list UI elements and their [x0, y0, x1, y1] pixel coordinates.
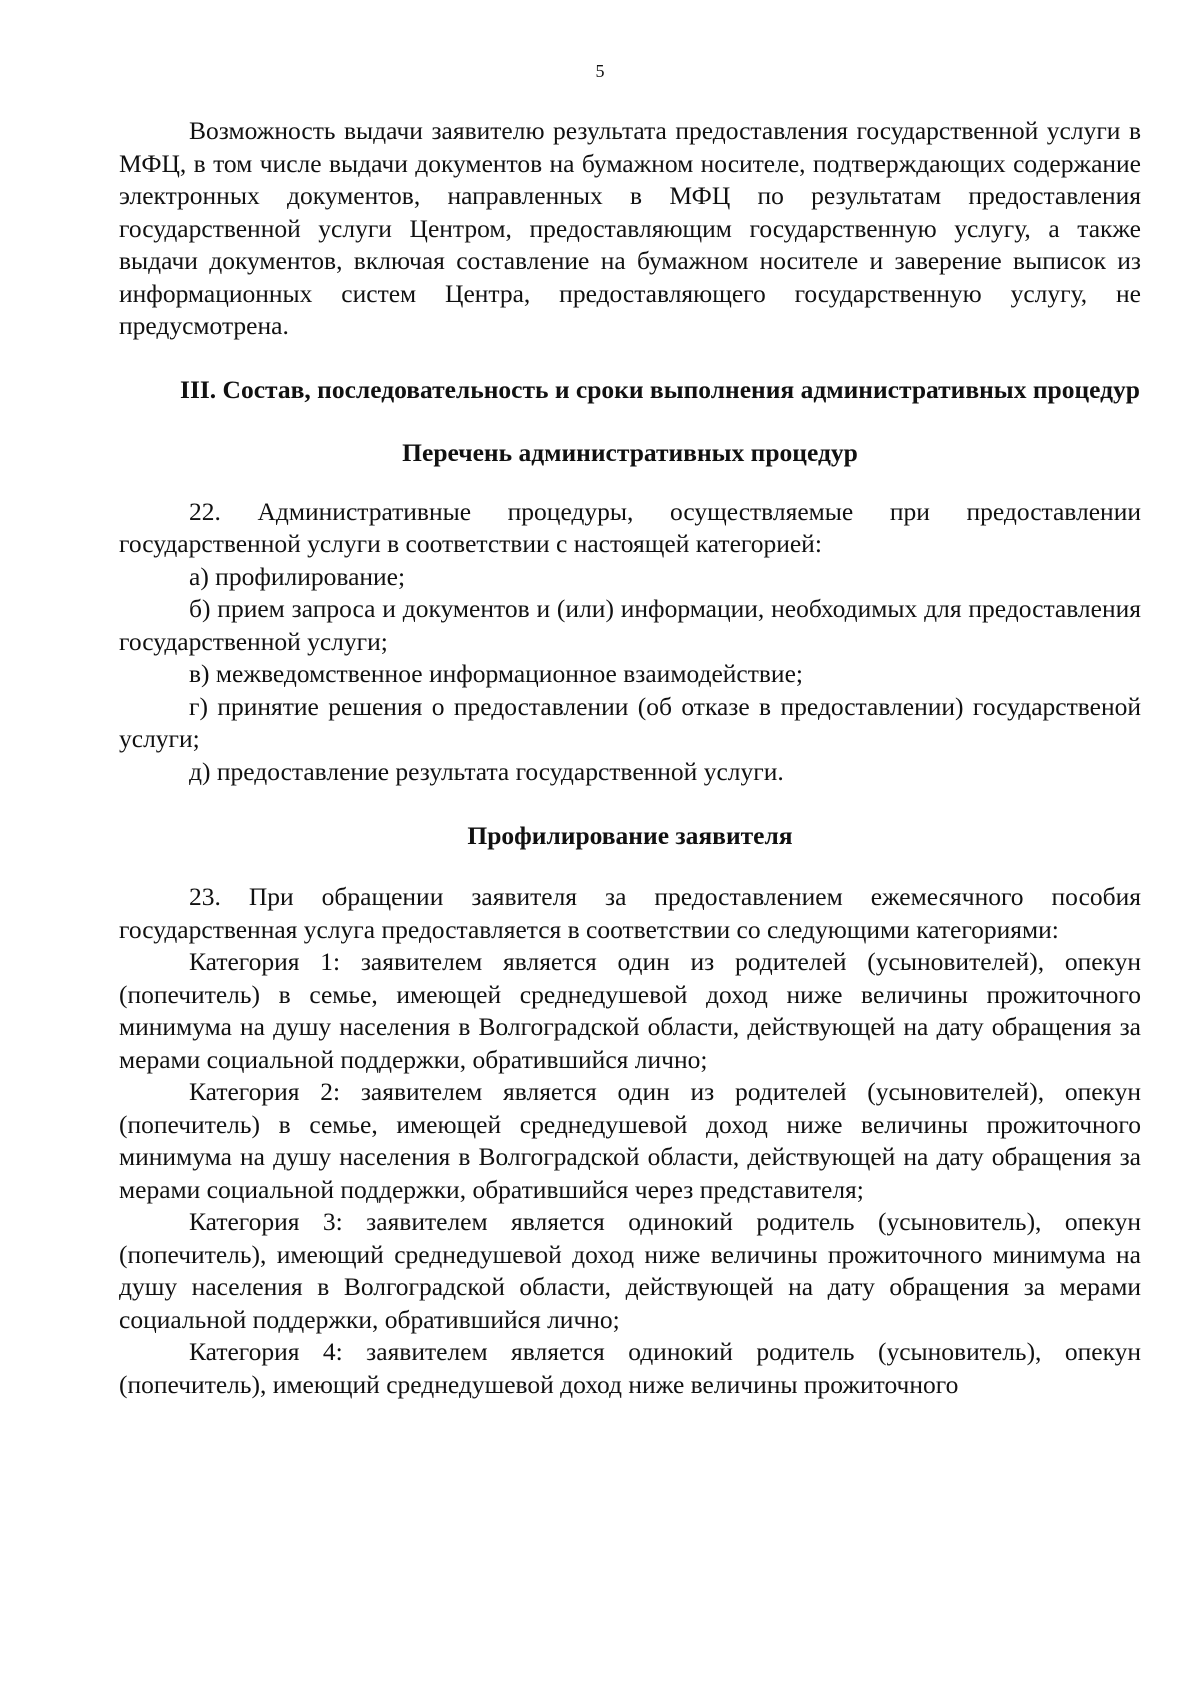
list-item: в) межведомственное информационное взаимодействие; — [189, 659, 803, 688]
list-item: а) профилирование; — [189, 561, 406, 591]
category-paragraph: Категория 2: заявителем является один из родителей (усыновителей), опекун (попечитель) в семье, имеющей среднедушевой доход ниже величины прожиточного минимума на душу населения в Волгоградской области, действующей на дату обращения за мерами социальной поддержки, обратившийся через представителя; — [119, 1077, 1141, 1204]
paragraph-23: 23. При обращении заявителя за предоставлением ежемесячного пособия государственная услуга предоставляется в соответствии со следующими категориями: — [119, 882, 1141, 944]
category-paragraph: Категория 3: заявителем является одинокий родитель (усыновитель), опекун (попечитель), имеющий среднедушевой доход ниже величины прожиточного минимума на душу населения в Волгоградской области, действующей на дату обращения за мерами социальной поддержки, обратившийся лично; — [119, 1207, 1141, 1334]
paragraph-22: 22. Административные процедуры, осуществляемые при предоставлении государственной услуги в соответствии с настоящей категорией: — [119, 496, 1141, 558]
page-number: 5 — [595, 61, 605, 81]
subsection-title-profiling: Профилирование заявителя — [467, 821, 793, 850]
list-item: д) предоставление результата государственной услуги. — [189, 756, 784, 786]
document-body — [119, 115, 1141, 1401]
list-item: б) прием запроса и документов и (или) информации, необходимых для предоставления государственной услуги; — [119, 594, 1141, 656]
intro-paragraph: Возможность выдачи заявителю результата предоставления государственной услуги в МФЦ, в том числе выдачи документов на бумажном носителе, подтверждающих содержание электронных документов, направленных в МФЦ по результатам предоставления государственной услуги Центром, предоставляющим государственную услугу, а также выдачи документов, включая составление на бумажном носителе и заверение выписок из информационных систем Центра, предоставляющего государственную услугу, не предусмотрена. — [119, 116, 1141, 340]
category-paragraph: Категория 4: заявителем является одинокий родитель (усыновитель), опекун (попечитель), имеющий среднедушевой доход ниже величины прожиточного — [119, 1337, 1141, 1399]
list-item: г) принятие решения о предоставлении (об отказе в предоставлении) государственой услуги; — [119, 691, 1141, 753]
category-paragraph: Категория 1: заявителем является один из родителей (усыновителей), опекун (попечитель) в семье, имеющей среднедушевой доход ниже величины прожиточного минимума на душу населения в Волгоградской области, действующей на дату обращения за мерами социальной поддержки, обратившийся лично; — [119, 947, 1141, 1074]
subsection-title-procedures: Перечень административных процедур — [402, 437, 858, 467]
section-title: III. Состав, последовательность и сроки выполнения административных процедур — [180, 374, 1140, 404]
